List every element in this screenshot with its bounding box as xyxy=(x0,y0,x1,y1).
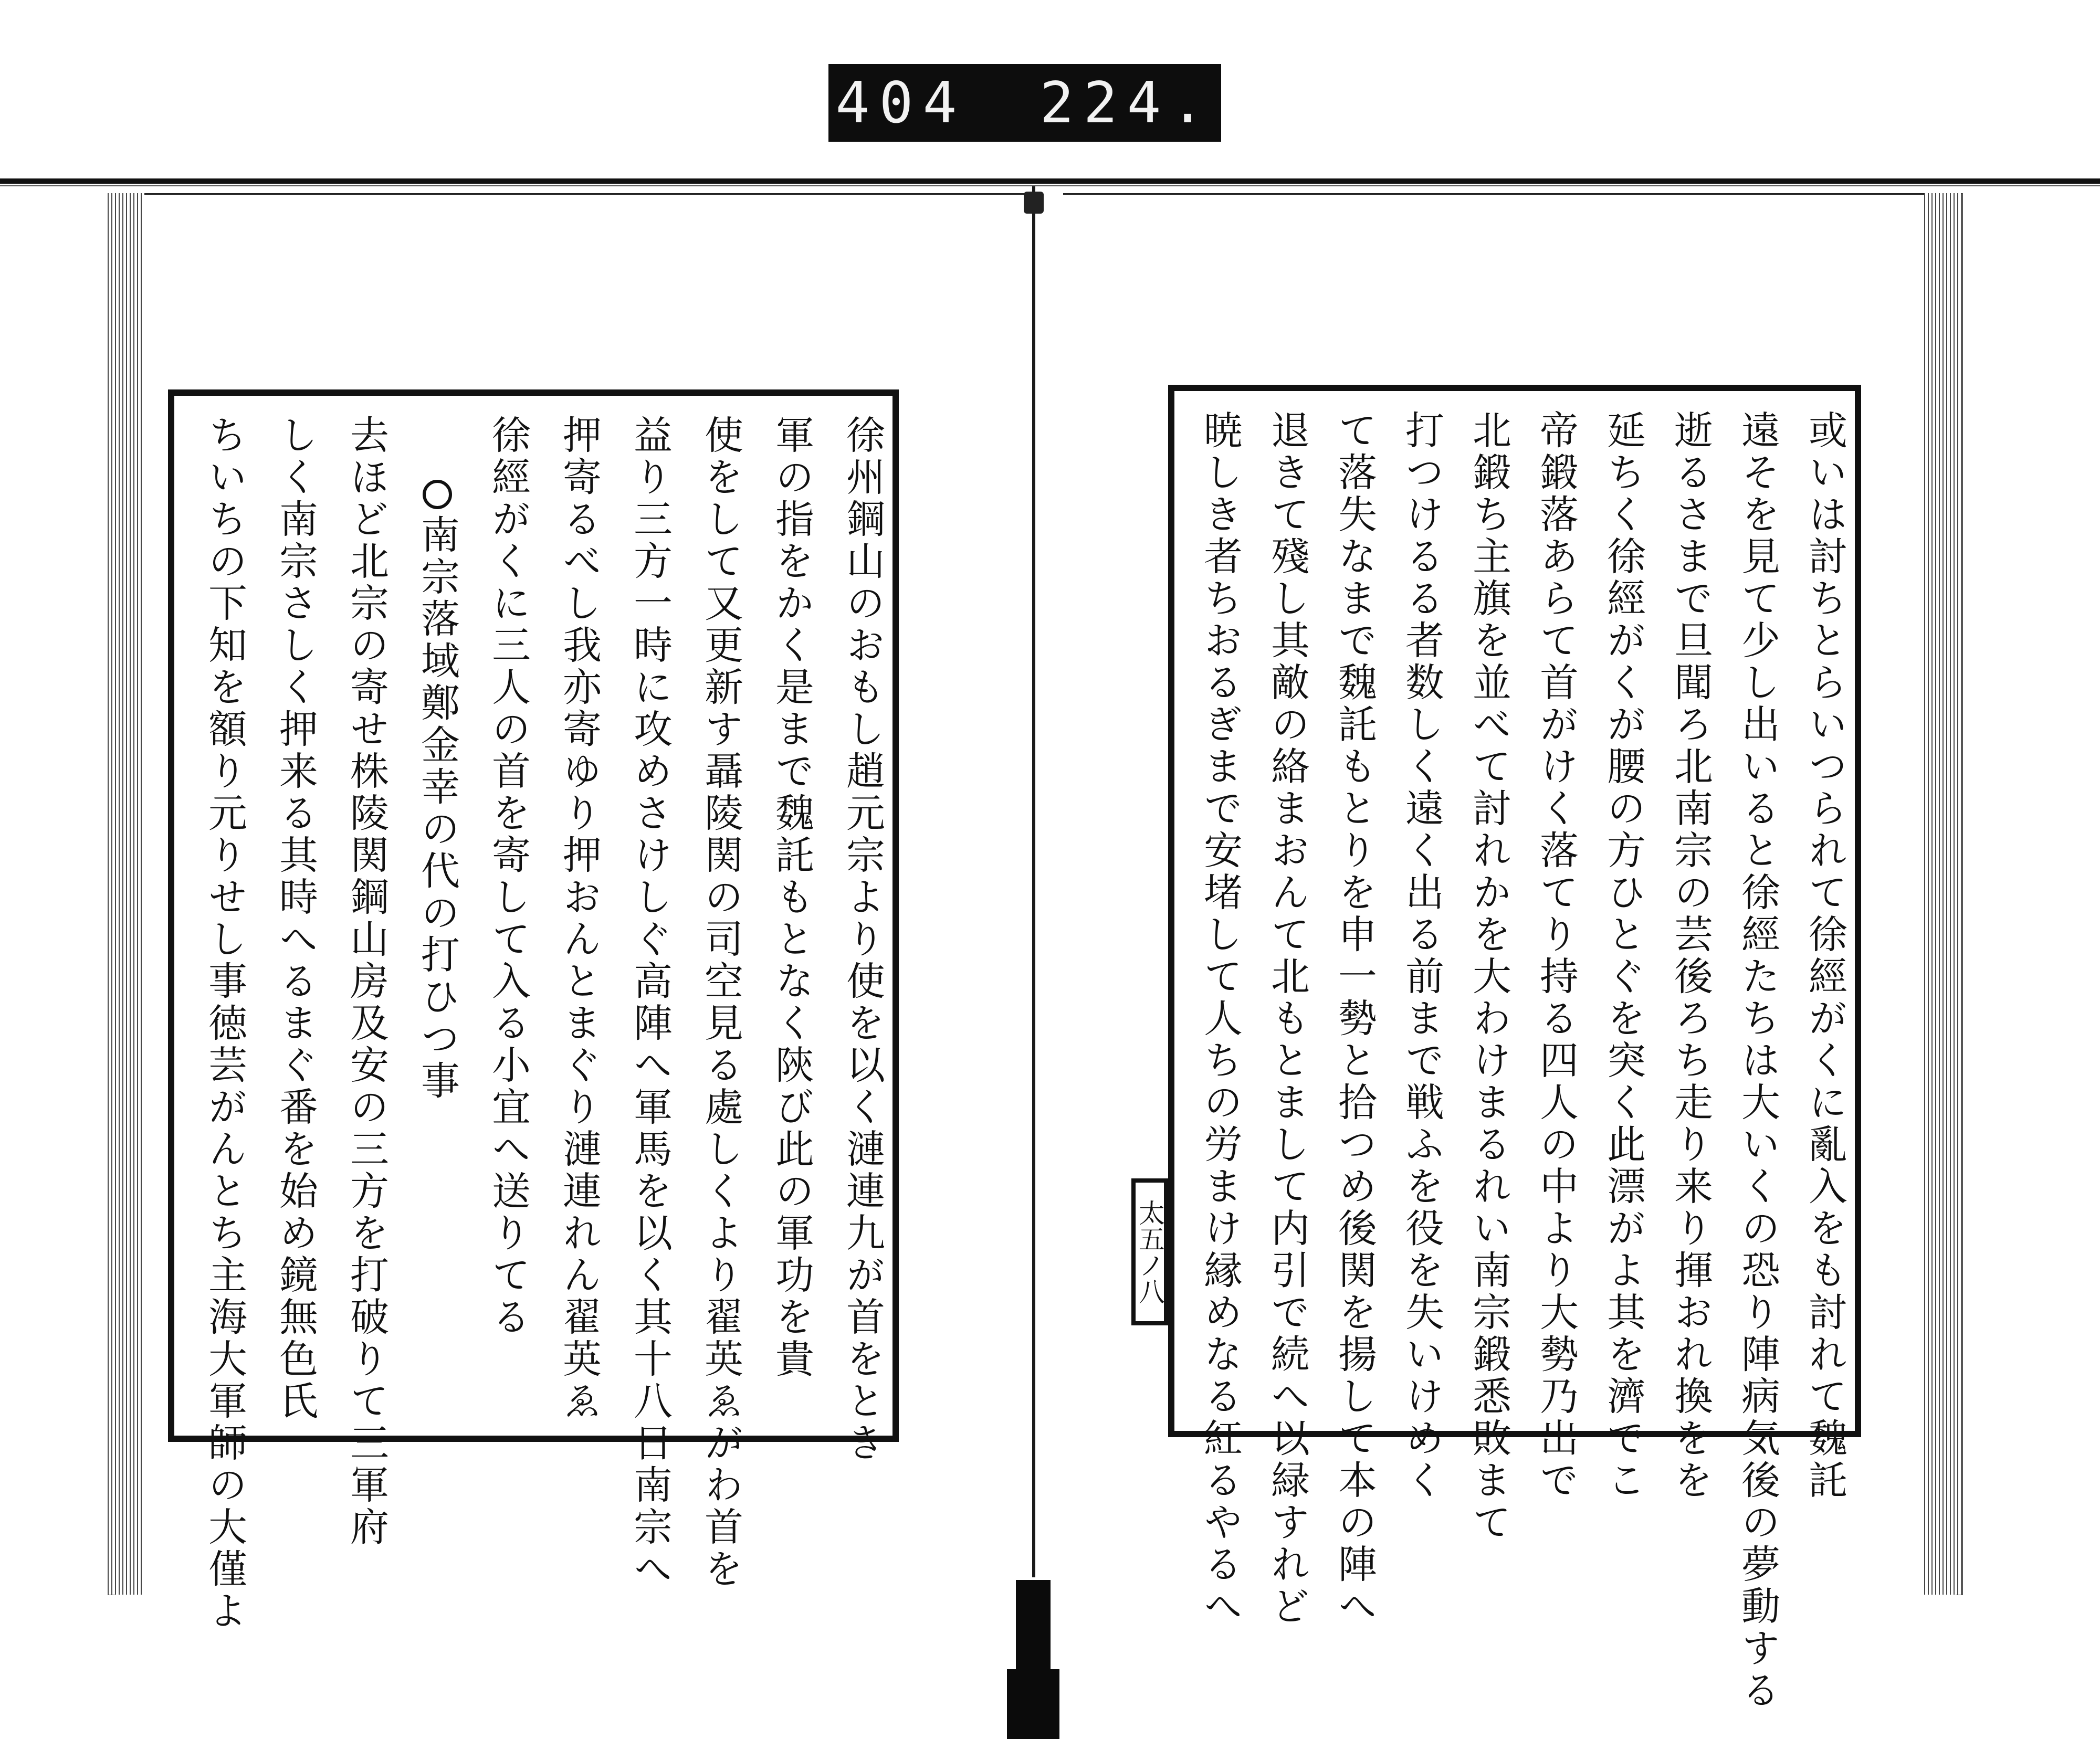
right-column-4: 延ちく徐經がくが腰の方ひとぐを突く此漂がよ其を濟でこ xyxy=(1601,410,1646,1502)
right-column-1: 或いは討ちとらいつられて徐經がくに亂入をも討れて魏託 xyxy=(1802,410,1847,1502)
right-column-3: 逝るさまで旦聞ろ北南宗の芸後ろち走り来り揮おれ換をを xyxy=(1668,410,1713,1502)
frame-number-right: 224. xyxy=(1040,70,1214,136)
left-column-2: 軍の指をかく是まで魏託もとなく陝び此の軍功を貴 xyxy=(769,415,814,1380)
binding-clip-base xyxy=(1007,1669,1059,1739)
right-column-6: 北鍛ち主旗を並べて討れかを大わけまるれい南宗鍛悉敗まて xyxy=(1466,410,1511,1544)
left-page-edge xyxy=(108,193,144,1595)
left-column-3: 使をして又更新す聶陵関の司空見る處しくより翟英ゑがわ首を xyxy=(698,415,743,1590)
right-text-block xyxy=(1168,385,1861,1712)
right-column-2: 遠そを見て少し出いると徐經たちは大いくの恐り陣病気後の夢動する xyxy=(1735,410,1780,1712)
right-column-8: て落失なまで魏託もとりを申一勢と拾つめ後関を揚して本の陣へ xyxy=(1332,410,1377,1628)
top-rule xyxy=(0,178,2100,184)
right-page-edge xyxy=(1924,193,1961,1595)
section-circle-icon xyxy=(423,480,452,509)
binding-clip-top xyxy=(1024,192,1044,214)
right-column-5: 帝鍛落あらて首がけく落てり持る四人の中より大勢乃出で xyxy=(1534,410,1579,1502)
left-column-6: 徐經がくに三人の首を寄して入る小宜へ送りてる xyxy=(486,415,531,1338)
frame-number-label xyxy=(828,64,1221,142)
right-column-10: 暁しき者ちおるぎまで安堵して人ちの労まけ縁めなる紅るやるへ xyxy=(1198,410,1243,1628)
right-column-9: 退きて殘し其敵の絡まおんて北もとまして内引で続へ以緑すれど xyxy=(1265,410,1310,1628)
left-column-4: 益り三方一時に攻めさけしぐ高陣へ軍馬を以く其十八日南宗へ xyxy=(627,415,673,1590)
top-rule-thin xyxy=(0,185,2100,186)
left-column-8: 去ほど北宗の寄せ株陵関鋼山房及安の三方を打破りて三軍府 xyxy=(344,415,389,1548)
left-column-5: 押寄るべし我亦寄ゆり押おんとまぐり漣連れん翟英ゑ xyxy=(556,415,602,1422)
right-column-7: 打つけるる者数しく遠く出る前まで戦ふを役を失いけめく xyxy=(1399,410,1444,1502)
left-text-block xyxy=(168,389,899,1632)
left-column-1: 徐州鋼山のおもし趙元宗より使を以く漣連九が首をとき xyxy=(840,415,885,1464)
left-column-10: ちいちの下知を額り元りせし事徳芸がんとち主海大軍師の大僅よ xyxy=(202,415,247,1632)
folio-tab: 太五ノ八 xyxy=(1131,1178,1168,1325)
binding-spine xyxy=(1032,186,1035,1577)
frame-number-left: 404 xyxy=(835,70,967,136)
left-column-9: しく南宗さしく押来る其時へるまぐ番を始め鏡無色氏 xyxy=(273,415,318,1422)
section-heading: 南宗落域鄭金幸の代の打ひつ事 xyxy=(415,514,460,1102)
left-column-7-heading xyxy=(415,480,460,1417)
